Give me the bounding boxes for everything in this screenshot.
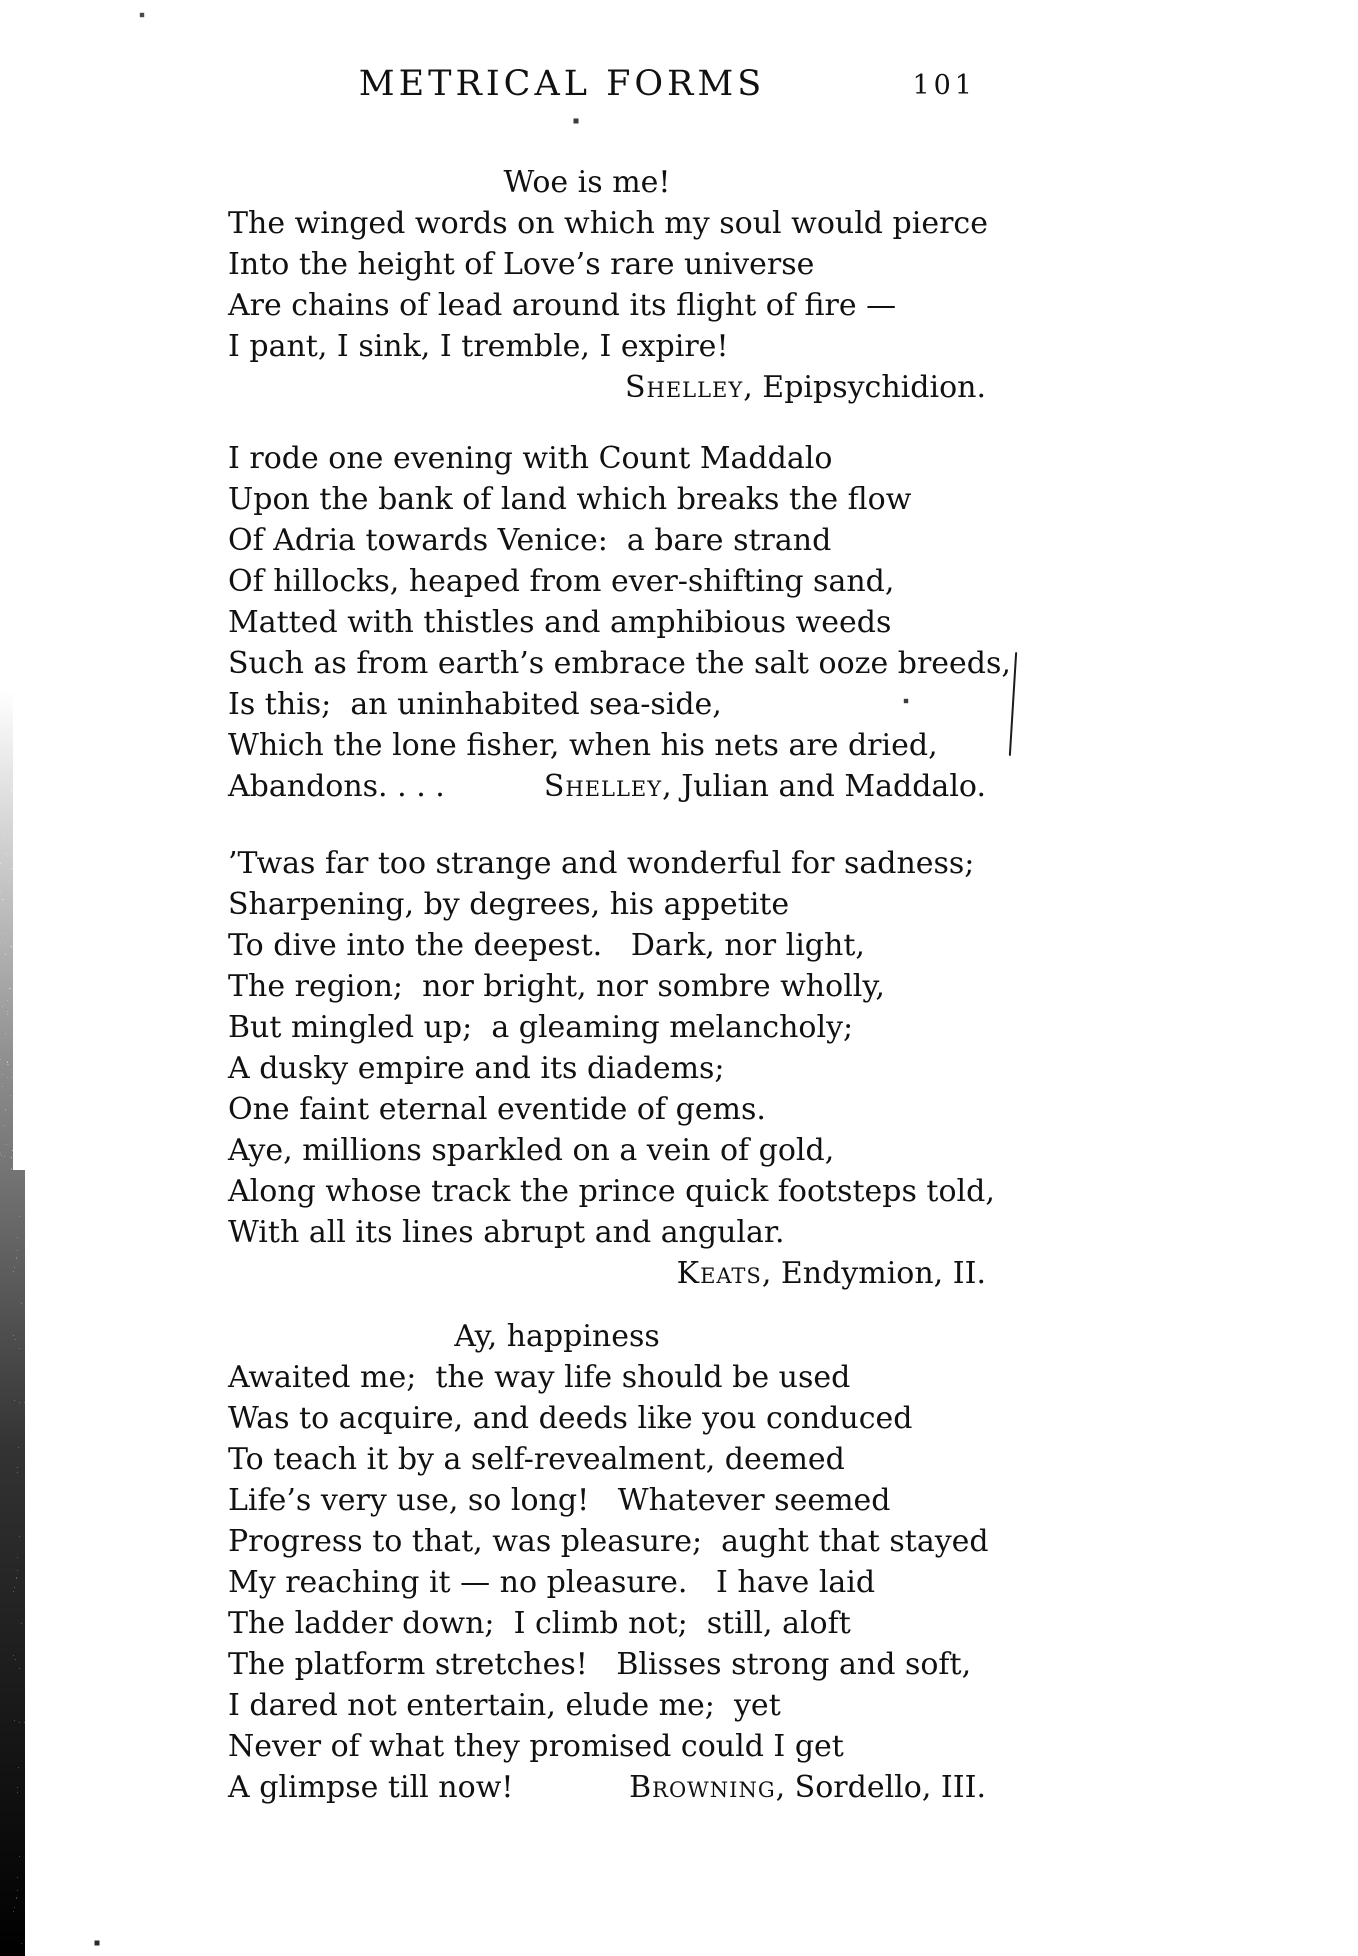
poem-line: Is this; an uninhabited sea-side, [228, 687, 722, 722]
page-header-title: METRICAL FORMS [358, 64, 766, 104]
scan-noise-left-edge [0, 690, 34, 1956]
poem-shelley-julian-and-maddalo [228, 438, 1011, 807]
poem-attribution [228, 1253, 986, 1294]
poem-line: ’Twas far too strange and wonderful for sadness; [228, 846, 975, 881]
poem-closing-row [228, 766, 986, 807]
poem-line: The region; nor bright, nor sombre wholly, [228, 969, 885, 1004]
poem-line: A dusky empire and its diadems; [228, 1051, 725, 1086]
poem-closing-line: Abandons. . . . [228, 769, 445, 804]
running-head [228, 64, 986, 112]
attribution-author: Shelley [624, 370, 744, 405]
poem-attribution [544, 766, 986, 807]
poem-keats-endymion [228, 843, 995, 1294]
poem-line: Sharpening, by degrees, his appetite [228, 887, 790, 922]
poem-browning-sordello [228, 1316, 989, 1808]
attribution-work: , Julian and Maddalo. [662, 769, 986, 804]
poem-attribution [629, 1767, 986, 1808]
poem-line: The ladder down; I climb not; still, aloft [228, 1606, 851, 1641]
poem-line: One faint eternal eventide of gems. [228, 1092, 766, 1127]
poem-line: Which the lone fisher, when his nets are dried, [228, 728, 938, 763]
poem-line: Life’s very use, so long! Whatever seemed [228, 1483, 891, 1518]
poem-line: The winged words on which my soul would pierce [228, 206, 988, 241]
poem-line: With all its lines abrupt and angular. [228, 1215, 785, 1250]
poem-line: Was to acquire, and deeds like you conduced [228, 1401, 913, 1436]
poem-line: I pant, I sink, I tremble, I expire! [228, 329, 729, 364]
attribution-work: , Sordello, III. [775, 1770, 986, 1805]
poem-line: Never of what they promised could I get [228, 1729, 844, 1764]
poem-line: Progress to that, was pleasure; aught that stayed [228, 1524, 989, 1559]
poem-attribution [228, 367, 986, 408]
poem-line: To dive into the deepest. Dark, nor light, [228, 928, 865, 963]
poem-line: Are chains of lead around its flight of fire — [228, 288, 897, 323]
attribution-work: , Epipsychidion. [743, 370, 986, 405]
poem-line: My reaching it — no pleasure. I have laid [228, 1565, 876, 1600]
poem-closing-row [228, 1767, 986, 1808]
poem-line: Woe is me! [503, 165, 671, 200]
poem-line: Of hillocks, heaped from ever-shifting sand, [228, 564, 895, 599]
attribution-author: Browning [629, 1770, 776, 1805]
poem-line: Aye, millions sparkled on a vein of gold, [228, 1133, 835, 1168]
poem-line: I rode one evening with Count Maddalo [228, 441, 833, 476]
poem-line: Awaited me; the way life should be used [228, 1360, 851, 1395]
scan-specks [0, 0, 2, 2]
poem-column [228, 162, 1011, 1808]
poem-line: Ay, happiness [454, 1319, 660, 1354]
poem-line: Upon the bank of land which breaks the flow [228, 482, 912, 517]
poem-line: Matted with thistles and amphibious weeds [228, 605, 892, 640]
poem-shelley-epipsychidion [228, 162, 986, 408]
attribution-work: , Endymion, II. [761, 1256, 986, 1291]
poem-line: To teach it by a self-revealment, deemed [228, 1442, 845, 1477]
poem-line: Into the height of Love’s rare universe [228, 247, 815, 282]
poem-closing-line: A glimpse till now! [228, 1770, 514, 1805]
attribution-author: Keats [676, 1256, 762, 1291]
page-number: 101 [912, 70, 976, 101]
attribution-author: Shelley [543, 769, 663, 804]
poem-line: Such as from earth’s embrace the salt ooze breeds, [228, 646, 1011, 681]
poem-line: I dared not entertain, elude me; yet [228, 1688, 781, 1723]
poem-line: But mingled up; a gleaming melancholy; [228, 1010, 854, 1045]
poem-line: The platform stretches! Blisses strong and soft, [228, 1647, 972, 1682]
poem-line: Of Adria towards Venice: a bare strand [228, 523, 832, 558]
poem-line: Along whose track the prince quick footsteps told, [228, 1174, 995, 1209]
